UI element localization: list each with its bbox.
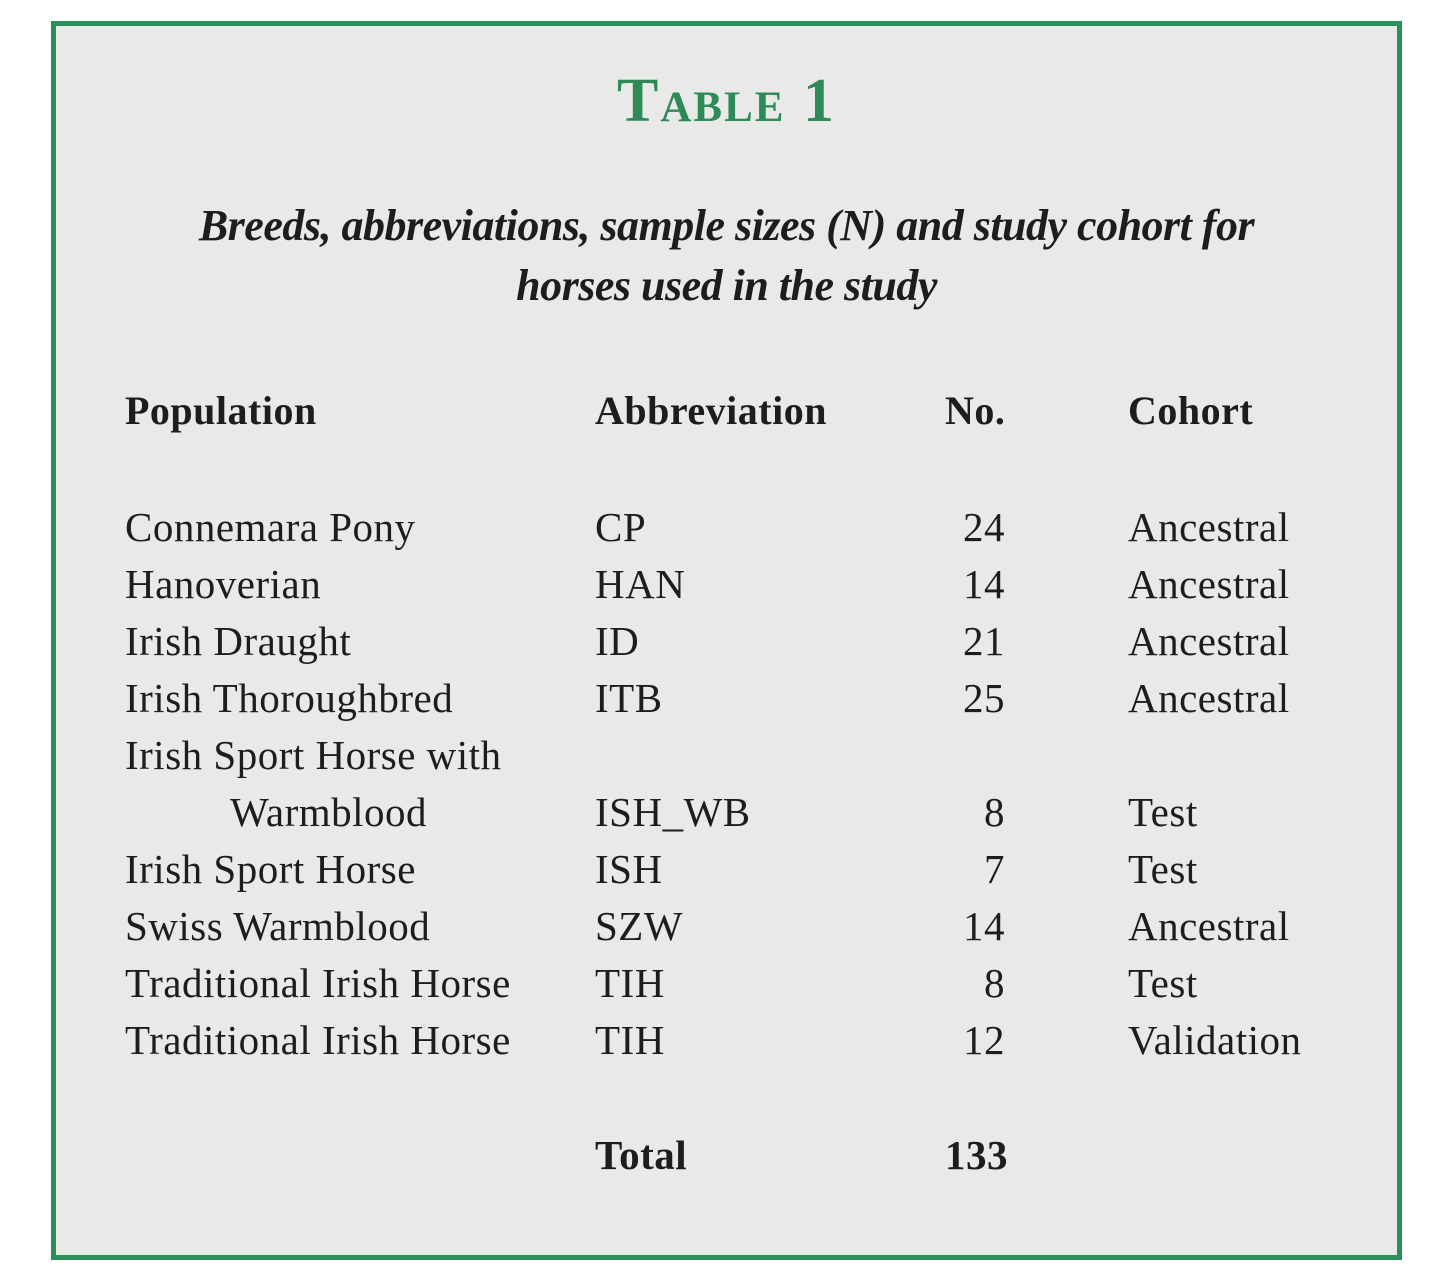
abbreviation-cell: ISH_WB [595,789,751,835]
abbreviation-cell: CP [595,504,647,550]
count-cell: 8 [984,960,1005,1006]
cohort-cell: Test [1128,789,1198,835]
table-row [125,955,1357,1012]
abbreviation-cell: ITB [595,675,663,721]
table-body [125,499,1357,1069]
table-header-row [125,382,1357,439]
count-cell: 7 [984,846,1005,892]
table-row [125,898,1357,955]
population-line-2: Warmblood [230,789,428,835]
total-row [125,1127,1357,1184]
column-header-cohort: Cohort [1128,388,1254,433]
total-cohort-spacer [1005,1127,1357,1184]
population-cell: Irish Draught [125,618,352,664]
cohort-cell: Ancestral [1128,504,1290,550]
table-row [125,1012,1357,1069]
subtitle-line-2: horses used in the study [516,261,937,310]
cohort-cell: Test [1128,960,1198,1006]
count-cell: 12 [963,1017,1005,1063]
population-cell: Hanoverian [125,561,322,607]
abbreviation-cell: ID [595,618,640,664]
table-subtitle [56,196,1397,316]
table-row [125,613,1357,670]
table-row [125,499,1357,556]
table-row [125,727,1357,841]
cohort-cell: Ancestral [1128,618,1290,664]
population-cell: Traditional Irish Horse [125,1017,511,1063]
population-cell: Irish Sport Horse [125,846,416,892]
count-cell: 25 [963,675,1005,721]
abbreviation-cell: ISH [595,846,663,892]
count-cell: 14 [963,561,1005,607]
table-card [51,21,1402,1260]
abbreviation-cell: HAN [595,561,686,607]
abbreviation-cell: SZW [595,903,684,949]
total-label: Total [595,1132,688,1178]
subtitle-line-1: Breeds, abbreviations, sample sizes (N) and study cohort for [198,201,1255,250]
count-cell: 24 [963,504,1005,550]
table-row [125,841,1357,898]
count-cell: 8 [984,789,1005,835]
count-cell: 14 [963,903,1005,949]
breeds-table [125,382,1357,1184]
column-header-abbreviation: Abbreviation [595,388,827,433]
population-line-1: Irish Sport Horse with [125,732,502,778]
abbreviation-cell: TIH [595,960,665,1006]
table-row [125,556,1357,613]
population-cell: Irish Thoroughbred [125,675,454,721]
table-label: Table 1 [617,67,836,135]
column-header-number: No. [945,388,1006,433]
total-value: 133 [945,1132,1008,1178]
cohort-cell: Ancestral [1128,675,1290,721]
abbreviation-cell: TIH [595,1017,665,1063]
population-cell: Connemara Pony [125,504,416,550]
table-row [125,670,1357,727]
column-header-population: Population [125,388,317,433]
cohort-cell: Validation [1128,1017,1302,1063]
cohort-cell: Ancestral [1128,903,1290,949]
cohort-cell: Test [1128,846,1198,892]
population-cell: Swiss Warmblood [125,903,431,949]
cohort-cell: Ancestral [1128,561,1290,607]
population-cell: Traditional Irish Horse [125,960,511,1006]
total-spacer [125,1127,595,1184]
count-cell: 21 [963,618,1005,664]
population-cell [125,727,595,841]
